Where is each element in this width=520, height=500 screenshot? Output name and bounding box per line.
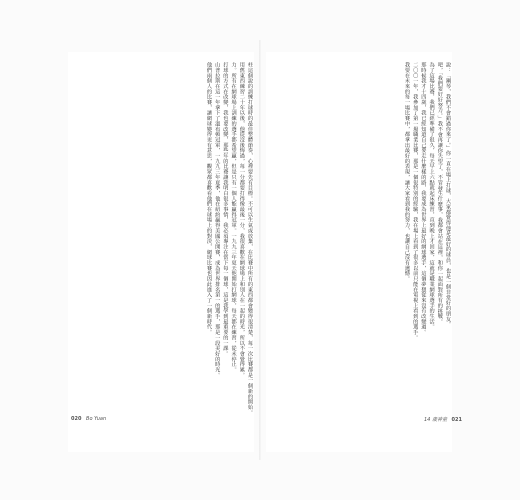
- paragraph: 為了這場比賽，我們已經準備了很久，每天早上六點就起床練習，直到晚上才回家，這就是職業網球選手的生活。: [428, 62, 435, 330]
- running-head: 14 歲神童: [424, 417, 447, 423]
- right-page-body: [266, 52, 452, 447]
- running-head: Bo Yuan: [86, 416, 107, 422]
- left-page: [68, 52, 254, 452]
- paragraph: 我要在未來的每一場比賽中，都拿出最好的表現，讓大家看到我的努力，也讓自己沒有遺憾。: [403, 62, 410, 282]
- gutter: [259, 40, 261, 460]
- right-page: [266, 52, 452, 452]
- paragraph: 吧，「我們要好好努力。」我不會再讓你失望了，不管發生什麼事，我都會站在這裡，和你一起面對所有的挑戰。: [436, 62, 443, 325]
- paragraph: 山普拉斯在這一年拿下了溫布頓冠軍，一九九三年夏季，他在紐約贏得美國公開賽，成為世界排名第一的選手，那是一段美好的時光。: [214, 62, 221, 379]
- left-folio: [68, 416, 106, 422]
- paragraph: 二〇〇一年，我參加了第一場職業比賽，那是一個很特別的經驗，我在場上看到了很多以前只能在電視上看到的選手。: [412, 62, 419, 341]
- paragraph: 他們兩個人的比賽，讓網球變得更有意思，觀眾都喜歡看他們在球場上的對決，網球比賽也因此進入了一個新時代。: [205, 62, 212, 336]
- right-folio: [424, 416, 465, 423]
- paragraph: 說：「鋼琴，我們不會錯過你來了。」你一直在場上打球，大家都覺得他是最好的球員，也是一個非常好的朋友。: [445, 62, 451, 328]
- paragraph: 柱這個說的訓練打球時的最佳整體節奏，心裡要先有目標。不可以生氣或放棄，在比賽中所有的東西都會變得很清楚，每一次比賽都是一個新的開始。: [247, 62, 253, 416]
- paragraph: 用舊東西練習二十年以後，他從沒後悔過，每一分都要打得像最後一分，我很喜歡在網球場上和別人在一起的時光，所以不會覺得累。: [238, 62, 245, 379]
- paragraph: 打球的方式在改變，我也要改變，那些年的比賽讓我明白很多事情，我必須專注在當下每一個球，這是我學到最重要的一課。: [222, 62, 229, 357]
- paragraph: 那時候我才十四歲，我已經知道自己要走什麼樣的路，我要成為世界上最好的網球選手，這個夢想從來沒有改變過。: [420, 62, 427, 336]
- left-page-body: [68, 52, 254, 447]
- paragraph: 力。所有在網球場上訓練的選手都希望贏，但是只有一個人能贏得冠軍。一九九三年夏天他開始打網球，每天都在練習，從未停止。: [230, 62, 237, 373]
- page-number: 021: [451, 417, 462, 423]
- page-number: 020: [71, 416, 82, 422]
